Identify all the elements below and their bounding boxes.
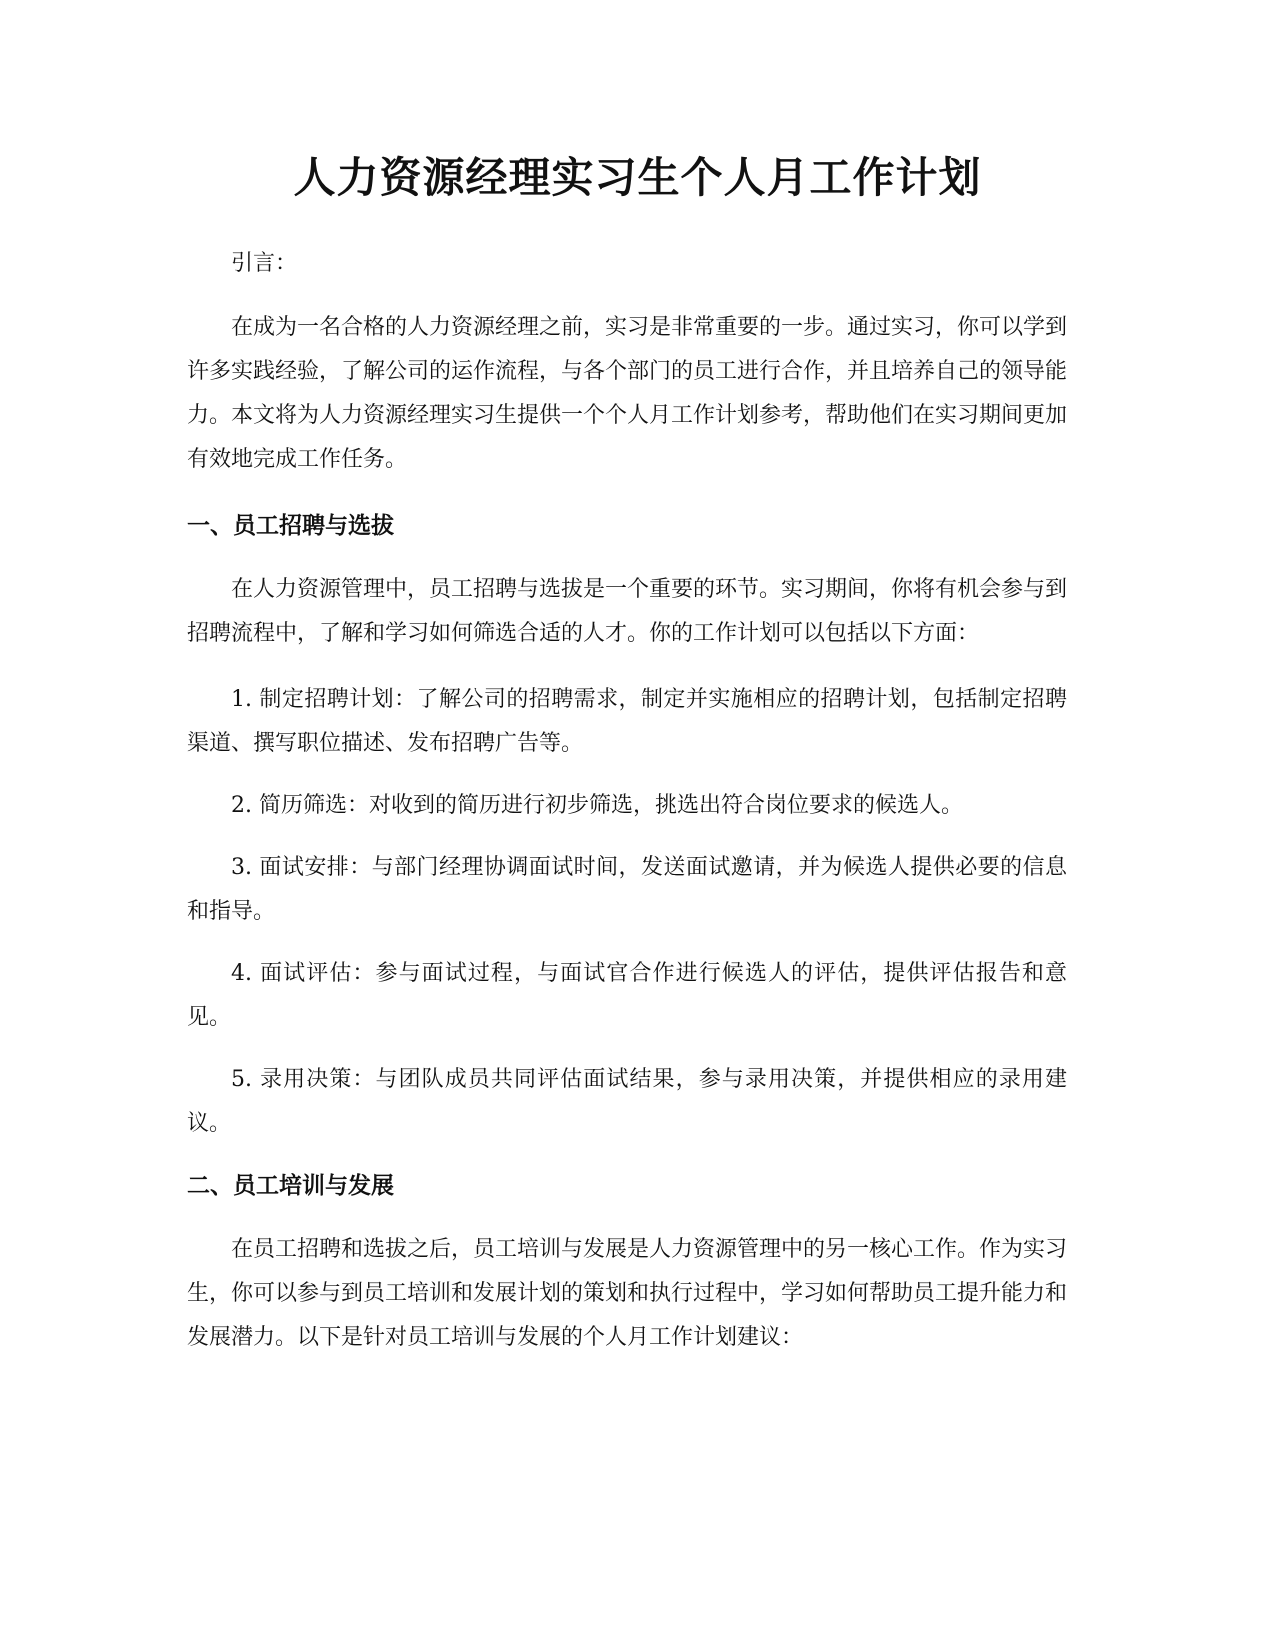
list-item: 2. 简历筛选：对收到的简历进行初步筛选，挑选出符合岗位要求的候选人。 bbox=[231, 793, 963, 818]
section-paragraph-recruitment: 在人力资源管理中，员工招聘与选拔是一个重要的环节。实习期间，你将有机会参与到招聘流程中，了解和学习如何筛选合适的人才。你的工作计划可以包括以下方面： bbox=[187, 577, 1068, 646]
list-item: 4. 面试评估：参与面试过程，与面试官合作进行候选人的评估，提供评估报告和意见。 bbox=[187, 961, 1067, 1030]
section-paragraph-training: 在员工招聘和选拔之后，员工培训与发展是人力资源管理中的另一核心工作。作为实习生，你可以参与到员工培训和发展计划的策划和执行过程中，学习如何帮助员工提升能力和发展潜力。以下是针对员工培训与发展的个人月工作计划建议： bbox=[187, 1237, 1068, 1350]
section-heading-training: 二、员工培训与发展 bbox=[187, 1173, 394, 1199]
intro-paragraph: 在成为一名合格的人力资源经理之前，实习是非常重要的一步。通过实习，你可以学到许多实践经验，了解公司的运作流程，与各个部门的员工进行合作，并且培养自己的领导能力。本文将为人力资源经理实习生提供一个个人月工作计划参考，帮助他们在实习期间更加有效地完成工作任务。 bbox=[187, 315, 1068, 472]
document-body bbox=[187, 242, 1067, 1382]
intro-label: 引言： bbox=[231, 251, 298, 276]
list-item: 1. 制定招聘计划：了解公司的招聘需求，制定并实施相应的招聘计划，包括制定招聘渠道、撰写职位描述、发布招聘广告等。 bbox=[187, 687, 1067, 756]
list-item: 5. 录用决策：与团队成员共同评估面试结果，参与录用决策，并提供相应的录用建议。 bbox=[187, 1067, 1067, 1136]
document-title: 人力资源经理实习生个人月工作计划 bbox=[293, 153, 982, 202]
list-item: 3. 面试安排：与部门经理协调面试时间，发送面试邀请，并为候选人提供必要的信息和指导。 bbox=[187, 855, 1067, 924]
section-heading-recruitment: 一、员工招聘与选拔 bbox=[187, 513, 394, 539]
